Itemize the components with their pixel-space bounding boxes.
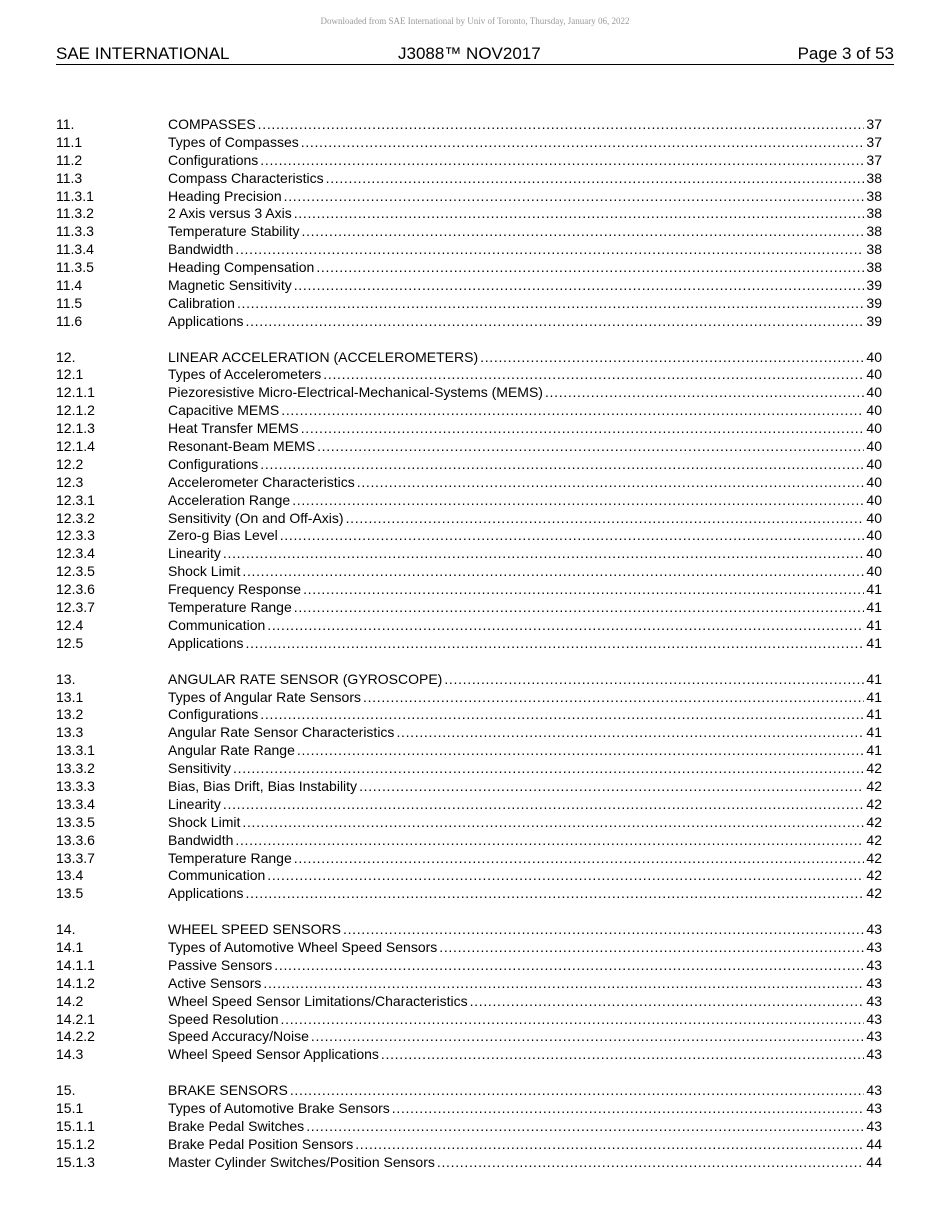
toc-entry-title: Sensitivity (On and Off-Axis) [168,509,344,526]
toc-entry-title: Applications [168,312,244,329]
toc-entry[interactable] [56,384,882,402]
toc-dot-leader [246,313,865,331]
toc-section-gap [56,1064,882,1082]
toc-entry[interactable] [56,188,882,206]
toc-entry-page: 37 [866,116,882,132]
toc-dot-leader [396,724,864,742]
toc-entry-title: LINEAR ACCELERATION (ACCELEROMETERS) [168,348,479,365]
toc-entry-page: 43 [866,974,882,991]
toc-entry-number: 11.5 [56,294,83,311]
toc-entry-title: Zero-g Bias Level [168,527,278,544]
toc-entry-number: 12. [56,348,76,365]
toc-entry-page: 41 [866,599,882,616]
toc-entry-title: Sensitivity [168,760,232,777]
toc-dot-leader [437,1154,865,1172]
toc-entry[interactable] [56,456,882,474]
toc-entry[interactable] [56,438,882,456]
toc-entry-number: 12.3.4 [56,545,95,562]
toc-entry-number: 15.1 [56,1099,84,1116]
toc-entry-number: 13.1 [56,688,84,705]
toc-dot-leader [317,438,864,456]
toc-entry-title: Wheel Speed Sensor Limitations/Characteristics [168,992,468,1009]
toc-entry-number: 11.1 [56,133,83,150]
toc-entry-page: 38 [866,241,882,258]
toc-entry[interactable] [56,134,882,152]
toc-entry-page: 41 [866,581,882,598]
toc-entry-title: Compass Characteristics [168,169,324,186]
toc-entry-page: 40 [866,473,882,490]
toc-entry[interactable] [56,742,882,760]
toc-entry[interactable] [56,152,882,170]
toc-entry-number: 13.3 [56,724,84,741]
toc-entry[interactable] [56,366,882,384]
toc-dot-leader [235,241,864,259]
toc-entry[interactable] [56,706,882,724]
toc-entry-page: 38 [866,187,882,204]
toc-entry-page: 41 [866,688,882,705]
toc-entry-number: 14.1.1 [56,956,95,973]
toc-dot-leader [326,170,865,188]
toc-entry-page: 41 [866,724,882,741]
toc-entry-title: Brake Pedal Switches [168,1117,305,1134]
toc-entry-number: 11.3.1 [56,187,94,204]
toc-dot-leader [294,277,865,295]
toc-entry-title: Communication [168,867,266,884]
toc-entry-page: 38 [866,259,882,276]
toc-entry[interactable] [56,617,882,635]
toc-entry[interactable] [56,599,882,617]
toc-entry-page: 43 [866,1117,882,1134]
toc-entry-title: Types of Accelerometers [168,366,322,383]
toc-dot-leader [301,134,865,152]
toc-entry-number: 13.3.3 [56,777,95,794]
toc-dot-leader [303,581,864,599]
toc-entry-number: 13. [56,670,76,687]
toc-entry[interactable] [56,850,882,868]
toc-dot-leader [357,474,865,492]
toc-dot-leader [233,760,864,778]
toc-entry[interactable] [56,1011,882,1029]
toc-entry-number: 12.1.4 [56,438,95,455]
toc-entry[interactable] [56,1082,882,1100]
toc-entry[interactable] [56,1118,882,1136]
toc-dot-leader [292,492,864,510]
toc-dot-leader [480,349,864,367]
toc-entry-number: 12.3.2 [56,509,95,526]
toc-entry-number: 13.3.5 [56,813,95,830]
toc-entry-page: 43 [866,1046,882,1063]
toc-entry-title: Angular Rate Sensor Characteristics [168,724,395,741]
toc-entry-page: 40 [866,455,882,472]
toc-entry-title: Temperature Range [168,599,292,616]
toc-entry-page: 40 [866,366,882,383]
toc-entry-page: 40 [866,402,882,419]
toc-entry-number: 12.2 [56,455,84,472]
toc-entry-number: 13.3.7 [56,849,95,866]
toc-entry[interactable] [56,349,882,367]
toc-dot-leader [260,152,864,170]
toc-entry-number: 12.1.3 [56,420,95,437]
toc-entry-title: Wheel Speed Sensor Applications [168,1046,379,1063]
toc-entry-number: 15. [56,1082,76,1099]
toc-entry-title: Temperature Range [168,849,292,866]
toc-entry[interactable] [56,259,882,277]
toc-dot-leader [294,205,865,223]
toc-entry-title: COMPASSES [168,116,256,132]
toc-entry[interactable] [56,420,882,438]
toc-entry-page: 40 [866,545,882,562]
toc-entry-number: 14.1 [56,938,84,955]
toc-entry-title: Types of Angular Rate Sensors [168,688,361,705]
toc-entry-title: Temperature Stability [168,223,300,240]
toc-entry-number: 14.2 [56,992,84,1009]
toc-entry-page: 43 [866,1099,882,1116]
toc-dot-leader [290,1082,865,1100]
toc-dot-leader [267,867,864,885]
toc-dot-leader [258,116,865,134]
toc-entry-number: 13.5 [56,885,84,902]
toc-entry-page: 42 [866,777,882,794]
toc-entry-page: 40 [866,563,882,580]
toc-dot-leader [280,527,865,545]
toc-entry-title: Applications [168,634,244,651]
toc-entry-number: 13.3.1 [56,742,95,759]
toc-entry[interactable] [56,939,882,957]
toc-entry-title: Magnetic Sensitivity [168,277,292,294]
toc-entry-number: 11.3 [56,169,83,186]
toc-entry-number: 15.1.3 [56,1153,95,1170]
toc-entry-page: 44 [866,1153,882,1170]
toc-entry[interactable] [56,1046,882,1064]
toc-entry-title: 2 Axis versus 3 Axis [168,205,292,222]
download-watermark: Downloaded from SAE International by Univ of Toronto, Thursday, January 06, 2022 [320,16,630,26]
toc-entry-page: 44 [866,1135,882,1152]
toc-entry[interactable] [56,295,882,313]
toc-entry-title: Angular Rate Range [168,742,295,759]
toc-entry-number: 12.4 [56,616,84,633]
toc-entry[interactable] [56,993,882,1011]
toc-entry-page: 40 [866,438,882,455]
toc-entry[interactable] [56,277,882,295]
toc-entry[interactable] [56,671,882,689]
toc-entry-page: 43 [866,1028,882,1045]
toc-dot-leader [439,939,864,957]
toc-entry-number: 12.3.3 [56,527,95,544]
toc-dot-leader [284,188,865,206]
toc-dot-leader [301,420,865,438]
toc-dot-leader [246,635,865,653]
toc-entry-title: Accelerometer Characteristics [168,473,355,490]
toc-dot-leader [381,1046,865,1064]
toc-dot-leader [267,617,864,635]
toc-entry-title: Master Cylinder Switches/Position Sensors [168,1153,435,1170]
toc-entry-title: Heading Compensation [168,259,315,276]
toc-entry-title: Frequency Response [168,581,302,598]
toc-entry[interactable] [56,724,882,742]
toc-entry-page: 42 [866,760,882,777]
toc-entry-number: 11.6 [56,312,83,329]
toc-entry[interactable] [56,760,882,778]
toc-entry-number: 12.5 [56,634,84,651]
toc-entry-number: 13.3.6 [56,831,95,848]
toc-dot-leader [260,456,864,474]
toc-entry-number: 11.3.5 [56,259,94,276]
toc-entry-page: 38 [866,205,882,222]
toc-entry-page: 41 [866,616,882,633]
toc-entry-page: 40 [866,491,882,508]
toc-entry-title: Bandwidth [168,241,234,258]
toc-entry-title: Passive Sensors [168,956,273,973]
toc-dot-leader [274,957,864,975]
toc-entry-number: 15.1.2 [56,1135,95,1152]
toc-entry-page: 43 [866,992,882,1009]
toc-dot-leader [355,1136,864,1154]
toc-entry-title: Applications [168,885,244,902]
toc-entry-page: 40 [866,527,882,544]
toc-entry-number: 11.3.2 [56,205,94,222]
page-header [56,44,894,65]
toc-entry-title: Shock Limit [168,563,241,580]
toc-entry-title: ANGULAR RATE SENSOR (GYROSCOPE) [168,670,443,687]
toc-dot-leader [323,366,864,384]
toc-entry-number: 12.3.6 [56,581,95,598]
toc-entry-title: BRAKE SENSORS [168,1082,288,1099]
toc-dot-leader [297,742,865,760]
toc-entry-page: 41 [866,670,882,687]
toc-entry[interactable] [56,689,882,707]
table-of-contents [56,116,882,1172]
toc-entry-number: 12.3.1 [56,491,95,508]
toc-dot-leader [311,1028,865,1046]
toc-entry-page: 41 [866,742,882,759]
toc-entry[interactable] [56,313,882,331]
toc-entry-page: 40 [866,509,882,526]
toc-entry-number: 11.3.4 [56,241,94,258]
toc-entry-number: 11. [56,116,75,132]
toc-dot-leader [235,832,864,850]
toc-entry[interactable] [56,527,882,545]
toc-entry-page: 41 [866,706,882,723]
toc-entry[interactable] [56,957,882,975]
toc-entry-page: 42 [866,867,882,884]
header-document-id: J3088™ NOV2017 [398,44,541,63]
toc-entry-title: Resonant-Beam MEMS [168,438,316,455]
toc-entry-title: Bias, Bias Drift, Bias Instability [168,777,358,794]
toc-entry-page: 37 [866,151,882,168]
toc-entry[interactable] [56,1136,882,1154]
toc-entry-number: 14.2.1 [56,1010,95,1027]
toc-dot-leader [281,402,864,420]
toc-dot-leader [223,796,865,814]
toc-entry-title: Heading Precision [168,187,282,204]
toc-entry[interactable] [56,223,882,241]
toc-entry-number: 12.1.2 [56,402,95,419]
toc-dot-leader [306,1118,864,1136]
toc-entry-number: 13.3.4 [56,795,95,812]
toc-entry[interactable] [56,1100,882,1118]
toc-dot-leader [346,510,865,528]
toc-section-gap [56,653,882,671]
toc-entry-title: Linearity [168,795,221,812]
toc-dot-leader [246,885,865,903]
toc-entry-number: 12.3 [56,473,84,490]
toc-dot-leader [545,384,864,402]
toc-entry-number: 11.4 [56,277,83,294]
toc-entry-title: Configurations [168,151,259,168]
header-page-number: Page 3 of 53 [797,44,894,63]
toc-entry-number: 13.4 [56,867,84,884]
toc-entry[interactable] [56,635,882,653]
toc-entry-title: Types of Automotive Brake Sensors [168,1099,390,1116]
toc-entry-page: 38 [866,169,882,186]
toc-entry-page: 42 [866,813,882,830]
toc-entry[interactable] [56,885,882,903]
toc-entry-page: 39 [866,312,882,329]
toc-entry[interactable] [56,474,882,492]
toc-dot-leader [223,545,865,563]
toc-entry[interactable] [56,778,882,796]
toc-entry-title: Piezoresistive Micro-Electrical-Mechanical-Systems (MEMS) [168,384,543,401]
toc-entry[interactable] [56,921,882,939]
toc-entry-page: 43 [866,921,882,938]
toc-entry-title: Communication [168,616,266,633]
toc-entry-number: 13.3.2 [56,760,95,777]
toc-entry-number: 14. [56,921,76,938]
toc-dot-leader [392,1100,865,1118]
toc-dot-leader [302,223,865,241]
toc-dot-leader [444,671,864,689]
toc-entry-page: 42 [866,849,882,866]
toc-entry-number: 11.3.3 [56,223,94,240]
toc-dot-leader [343,921,864,939]
toc-entry[interactable] [56,205,882,223]
toc-entry[interactable] [56,492,882,510]
toc-entry-title: Linearity [168,545,221,562]
toc-entry[interactable] [56,867,882,885]
toc-entry-number: 12.3.7 [56,599,95,616]
toc-entry[interactable] [56,510,882,528]
toc-entry[interactable] [56,241,882,259]
toc-entry-page: 39 [866,277,882,294]
toc-dot-leader [359,778,864,796]
toc-entry-title: Types of Automotive Wheel Speed Sensors [168,938,438,955]
toc-dot-leader [263,975,864,993]
toc-entry[interactable] [56,116,882,134]
toc-entry-number: 13.2 [56,706,84,723]
toc-entry-title: Configurations [168,455,259,472]
toc-dot-leader [294,599,865,617]
toc-entry-number: 11.2 [56,151,83,168]
toc-entry[interactable] [56,581,882,599]
toc-entry[interactable] [56,1028,882,1046]
toc-entry-page: 38 [866,223,882,240]
toc-entry-page: 42 [866,831,882,848]
toc-entry-page: 42 [866,885,882,902]
toc-entry-number: 14.1.2 [56,974,95,991]
toc-entry-number: 12.1.1 [56,384,95,401]
toc-entry-title: Configurations [168,706,259,723]
toc-entry-page: 39 [866,294,882,311]
toc-entry-page: 40 [866,420,882,437]
toc-section-gap [56,903,882,921]
toc-dot-leader [363,689,864,707]
toc-entry-title: Shock Limit [168,813,241,830]
toc-entry-title: Speed Resolution [168,1010,279,1027]
toc-entry-title: Bandwidth [168,831,234,848]
toc-dot-leader [237,295,864,313]
toc-entry[interactable] [56,545,882,563]
toc-entry-title: Calibration [168,294,235,311]
toc-entry-number: 15.1.1 [56,1117,95,1134]
toc-entry-page: 43 [866,956,882,973]
header-organization: SAE INTERNATIONAL [56,44,230,63]
toc-entry-number: 14.3 [56,1046,84,1063]
toc-entry-title: Types of Compasses [168,133,299,150]
toc-entry[interactable] [56,1154,882,1172]
toc-entry-page: 43 [866,1010,882,1027]
toc-entry[interactable] [56,796,882,814]
toc-entry[interactable] [56,402,882,420]
toc-entry[interactable] [56,170,882,188]
toc-entry-page: 42 [866,795,882,812]
toc-entry-page: 40 [866,348,882,365]
toc-dot-leader [260,706,864,724]
toc-section-gap [56,331,882,349]
toc-entry-title: Heat Transfer MEMS [168,420,299,437]
toc-entry-title: Capacitive MEMS [168,402,280,419]
toc-entry-page: 41 [866,634,882,651]
toc-entry-title: Brake Pedal Position Sensors [168,1135,354,1152]
toc-dot-leader [294,850,865,868]
toc-entry[interactable] [56,832,882,850]
toc-entry-number: 12.1 [56,366,84,383]
toc-dot-leader [281,1011,865,1029]
toc-entry[interactable] [56,975,882,993]
toc-entry-title: WHEEL SPEED SENSORS [168,921,341,938]
toc-entry-page: 37 [866,133,882,150]
toc-dot-leader [242,563,864,581]
toc-entry[interactable] [56,563,882,581]
toc-entry-number: 12.3.5 [56,563,95,580]
toc-entry-title: Active Sensors [168,974,262,991]
toc-entry-page: 40 [866,384,882,401]
toc-entry-title: Speed Accuracy/Noise [168,1028,309,1045]
toc-entry-page: 43 [866,938,882,955]
toc-entry-page: 43 [866,1082,882,1099]
toc-dot-leader [242,814,864,832]
toc-entry[interactable] [56,814,882,832]
toc-entry-number: 14.2.2 [56,1028,95,1045]
toc-dot-leader [470,993,865,1011]
toc-dot-leader [316,259,864,277]
toc-entry-title: Acceleration Range [168,491,291,508]
